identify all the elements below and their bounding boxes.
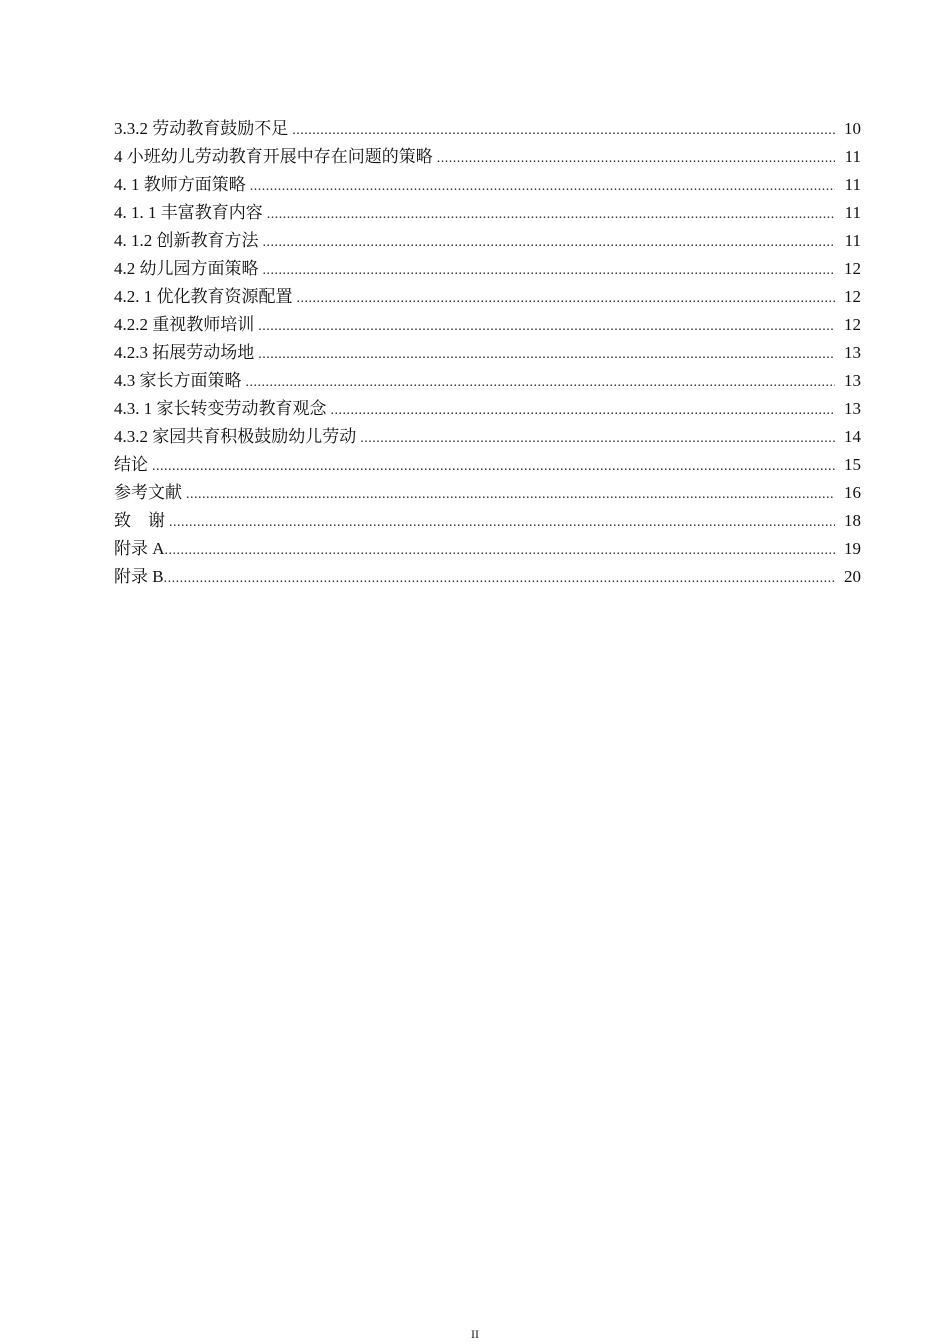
toc-leader-dots	[331, 397, 836, 425]
toc-entry[interactable]	[114, 339, 861, 367]
toc-entry-page: 19	[844, 539, 861, 558]
toc-entry-page: 12	[844, 287, 861, 306]
toc-leader-dots	[258, 341, 835, 369]
toc-leader-dots	[360, 425, 835, 453]
toc-entry-title: 4.2.3 拓展劳动场地	[114, 343, 255, 362]
toc-entry[interactable]	[114, 171, 861, 199]
toc-leader-dots	[246, 369, 836, 397]
toc-entry-title: 4.2. 1 优化教育资源配置	[114, 287, 293, 306]
toc-entry-page: 20	[844, 567, 861, 586]
toc-leader-dots	[164, 565, 835, 593]
toc-entry[interactable]	[114, 283, 861, 311]
toc-entry-title: 4. 1. 1 丰富教育内容	[114, 203, 263, 222]
toc-entry[interactable]	[114, 479, 861, 507]
toc-entry-page: 11	[844, 147, 861, 166]
toc-entry[interactable]	[114, 255, 861, 283]
toc-entry-page: 14	[844, 427, 861, 446]
toc-leader-dots	[263, 257, 836, 285]
toc-leader-dots	[186, 481, 835, 509]
toc-entry-page: 10	[844, 119, 861, 138]
toc-entry-page: 13	[844, 343, 861, 362]
toc-entry-page: 13	[844, 399, 861, 418]
toc-entry[interactable]	[114, 451, 861, 479]
toc-entry-page: 16	[844, 483, 861, 502]
toc-entry-page: 13	[844, 371, 861, 390]
toc-entry[interactable]	[114, 199, 861, 227]
toc-entry-page: 11	[844, 231, 861, 250]
toc-entry-title: 4.2.2 重视教师培训	[114, 315, 255, 334]
toc-leader-dots	[437, 145, 835, 173]
toc-leader-dots	[297, 285, 836, 313]
toc-entry[interactable]	[114, 395, 861, 423]
toc-leader-dots	[165, 537, 835, 565]
toc-entry-page: 11	[844, 203, 861, 222]
toc-entry-title: 4. 1 教师方面策略	[114, 175, 246, 194]
toc-entry-title: 参考文献	[114, 483, 182, 502]
page-number: II	[471, 1327, 479, 1341]
toc-leader-dots	[258, 313, 835, 341]
toc-entry-title: 4.3.2 家园共育积极鼓励幼儿劳动	[114, 427, 357, 446]
toc-entry-title: 4.2 幼儿园方面策略	[114, 259, 259, 278]
toc-entry-title: 致 谢	[114, 511, 165, 530]
toc-entry-title: 附录 B	[114, 567, 164, 586]
toc-entry-title: 4 小班幼儿劳动教育开展中存在问题的策略	[114, 147, 433, 166]
toc-entry[interactable]	[114, 115, 861, 143]
toc-entry-page: 11	[844, 175, 861, 194]
toc-leader-dots	[250, 173, 835, 201]
toc-entry-page: 18	[844, 511, 861, 530]
toc-entry-title: 3.3.2 劳动教育鼓励不足	[114, 119, 289, 138]
toc-entry-page: 12	[844, 259, 861, 278]
toc-entry[interactable]	[114, 311, 861, 339]
toc-entry[interactable]	[114, 227, 861, 255]
toc-entry-title: 结论	[114, 455, 148, 474]
toc-entry[interactable]	[114, 563, 861, 591]
toc-entry-title: 附录 A	[114, 539, 165, 558]
toc-entry[interactable]	[114, 507, 861, 535]
toc-leader-dots	[267, 201, 835, 229]
toc-leader-dots	[169, 509, 835, 537]
toc-leader-dots	[263, 229, 836, 257]
toc-entry-title: 4.3. 1 家长转变劳动教育观念	[114, 399, 327, 418]
toc-entry[interactable]	[114, 143, 861, 171]
toc-entry-title: 4.3 家长方面策略	[114, 371, 242, 390]
toc-entry-title: 4. 1.2 创新教育方法	[114, 231, 259, 250]
table-of-contents	[114, 115, 861, 591]
toc-entry[interactable]	[114, 367, 861, 395]
toc-entry[interactable]	[114, 535, 861, 563]
toc-leader-dots	[152, 453, 835, 481]
toc-entry-page: 15	[844, 455, 861, 474]
toc-leader-dots	[292, 117, 835, 145]
toc-entry[interactable]	[114, 423, 861, 451]
toc-entry-page: 12	[844, 315, 861, 334]
